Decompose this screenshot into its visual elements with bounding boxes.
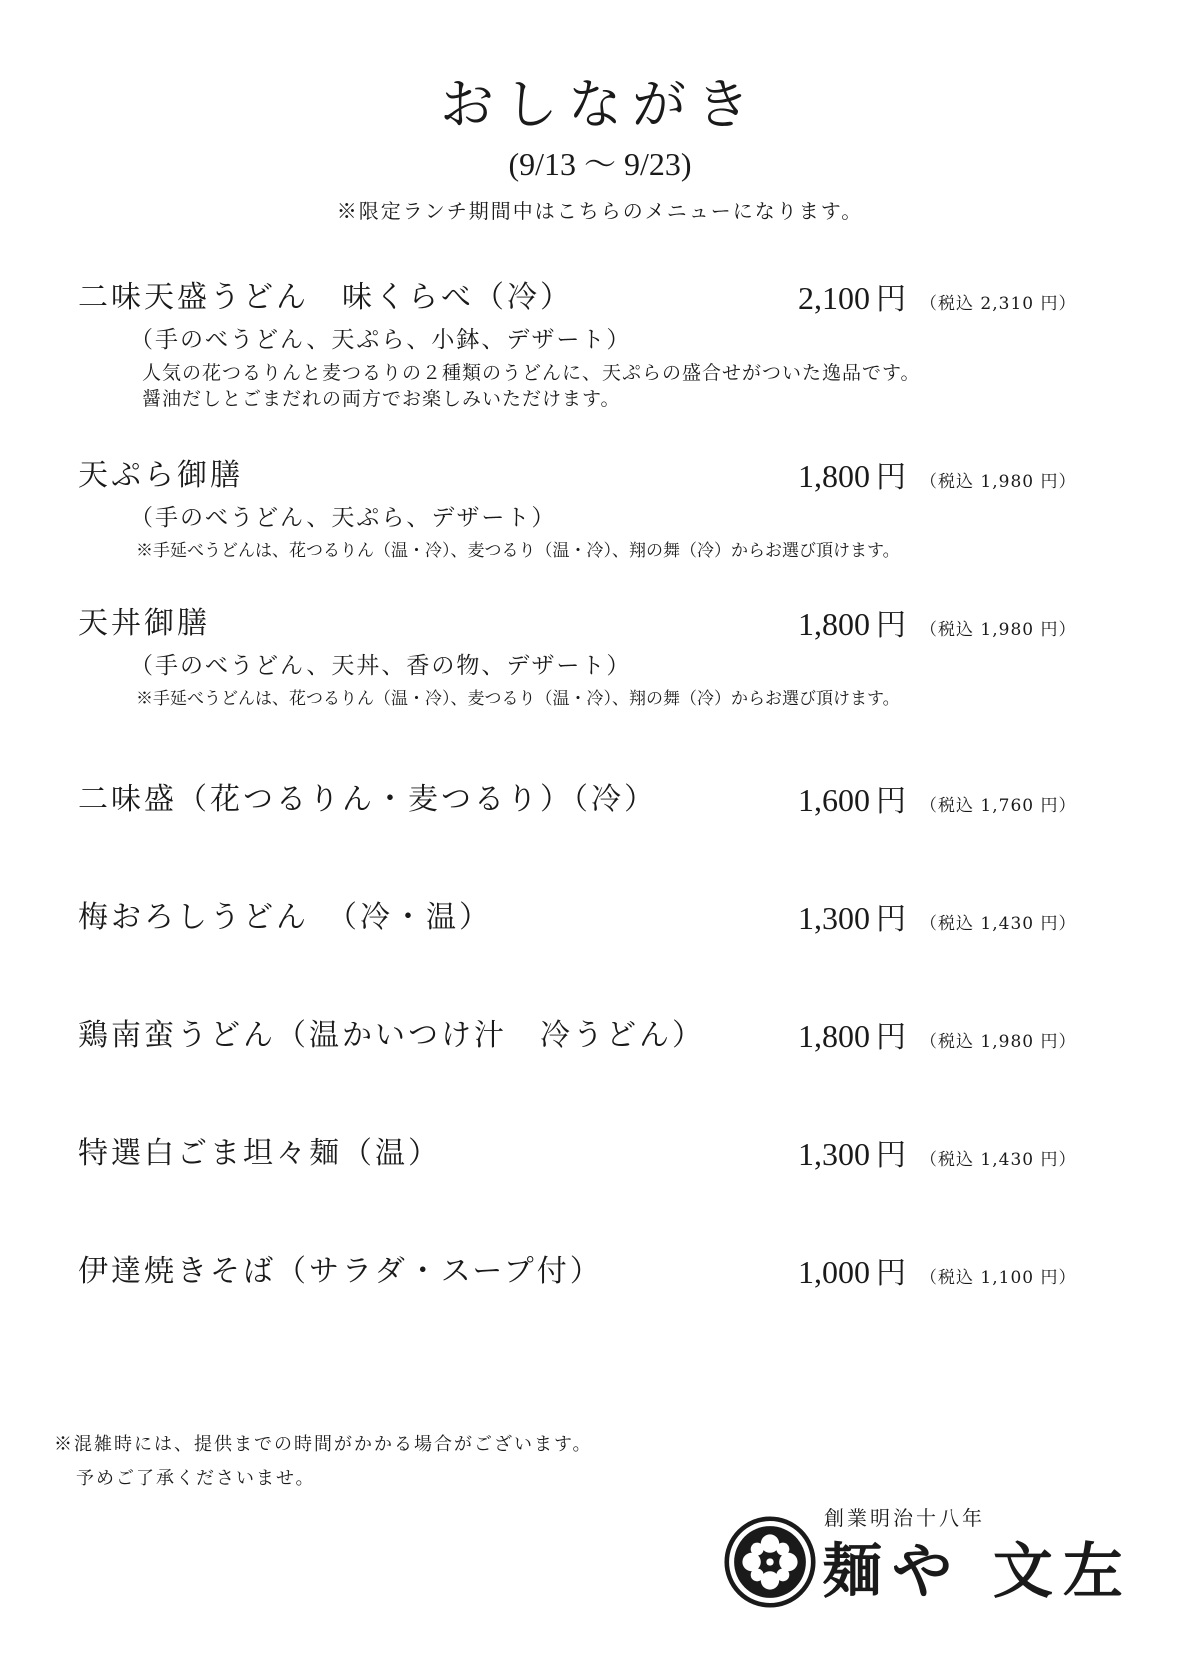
- shop-logo: [724, 1498, 1144, 1622]
- family-crest-icon: [724, 1516, 816, 1608]
- item-contents: （手のべうどん、天ぷら、小鉢、デザート）: [130, 327, 632, 353]
- price-box: [798, 1016, 1076, 1062]
- item-name: 梅おろしうどん （冷・温）: [78, 900, 492, 935]
- item-name: 二味天盛うどん 味くらべ（冷）: [78, 280, 573, 315]
- item-price: 1,000: [798, 1254, 870, 1290]
- item-name: 二味盛（花つるりん・麦つるり）（冷）: [78, 782, 657, 817]
- item-name: 鶏南蛮うどん（温かいつけ汁 冷うどん）: [78, 1018, 705, 1053]
- price-box: [798, 456, 1076, 502]
- yen-label: 円: [876, 1138, 906, 1173]
- yen-label: 円: [876, 460, 906, 495]
- udon-choice-note: ※手延べうどんは、花つるりん（温・冷）、麦つるり（温・冷）、翔の舞（冷）からお選び頂けます。: [136, 689, 900, 709]
- item-name: 伊達焼きそば（サラダ・スープ付）: [78, 1254, 603, 1289]
- item-price: 1,800: [798, 606, 870, 642]
- tax-included-price: （税込 2,310 円）: [920, 294, 1077, 314]
- item-contents: （手のべうどん、天丼、香の物、デザート）: [130, 653, 632, 679]
- description-line: 醤油だしとごまだれの両方でお楽しみいただけます。: [142, 388, 621, 410]
- tax-included-price: （税込 1,980 円）: [920, 1032, 1077, 1052]
- item-name: 天ぷら御膳: [78, 458, 243, 493]
- item-price: 1,800: [798, 1018, 870, 1054]
- period-text: (9/13 ～ 9/23): [508, 146, 692, 182]
- item-description: [142, 360, 920, 412]
- item-price: 2,100: [798, 280, 870, 316]
- founded-text: 創業明治十八年: [824, 1506, 985, 1530]
- yen-label: 円: [876, 282, 906, 317]
- yen-label: 円: [876, 902, 906, 937]
- yen-label: 円: [876, 608, 906, 643]
- crowd-notice: [54, 1428, 593, 1496]
- item-contents: （手のべうどん、天ぷら、デザート）: [130, 505, 557, 531]
- tax-included-price: （税込 1,430 円）: [920, 914, 1077, 934]
- item-price: 1,800: [798, 458, 870, 494]
- yen-label: 円: [876, 784, 906, 819]
- tax-included-price: （税込 1,980 円）: [920, 620, 1077, 640]
- crowd-notice-line: ※混雑時には、提供までの時間がかかる場合がございます。: [54, 1434, 593, 1455]
- tax-included-price: （税込 1,980 円）: [920, 472, 1077, 492]
- yen-label: 円: [876, 1256, 906, 1291]
- tax-included-price: （税込 1,760 円）: [920, 796, 1077, 816]
- item-name: 特選白ごま坦々麺（温）: [78, 1136, 441, 1171]
- price-box: [798, 604, 1076, 650]
- price-box: [798, 1252, 1076, 1298]
- crowd-notice-line: 予めご了承くださいませ。: [76, 1468, 316, 1489]
- price-box: [798, 780, 1076, 826]
- shop-name: 麺や 文左: [822, 1537, 1133, 1607]
- item-name: 天丼御膳: [78, 606, 210, 641]
- price-box: [798, 1134, 1076, 1180]
- item-price: 1,300: [798, 900, 870, 936]
- page-title: おしながき: [440, 73, 760, 136]
- menu-header: [0, 70, 1200, 226]
- item-price: 1,300: [798, 1136, 870, 1172]
- udon-choice-note: ※手延べうどんは、花つるりん（温・冷）、麦つるり（温・冷）、翔の舞（冷）からお選び頂けます。: [136, 541, 900, 561]
- price-box: [798, 278, 1076, 324]
- price-box: [798, 898, 1076, 944]
- description-line: 人気の花つるりんと麦つるりの２種類のうどんに、天ぷらの盛合せがついた逸品です。: [142, 362, 921, 384]
- tax-included-price: （税込 1,430 円）: [920, 1150, 1077, 1170]
- tax-included-price: （税込 1,100 円）: [920, 1268, 1077, 1288]
- lunch-note: ※限定ランチ期間中はこちらのメニューになります。: [336, 199, 864, 223]
- item-price: 1,600: [798, 782, 870, 818]
- yen-label: 円: [876, 1020, 906, 1055]
